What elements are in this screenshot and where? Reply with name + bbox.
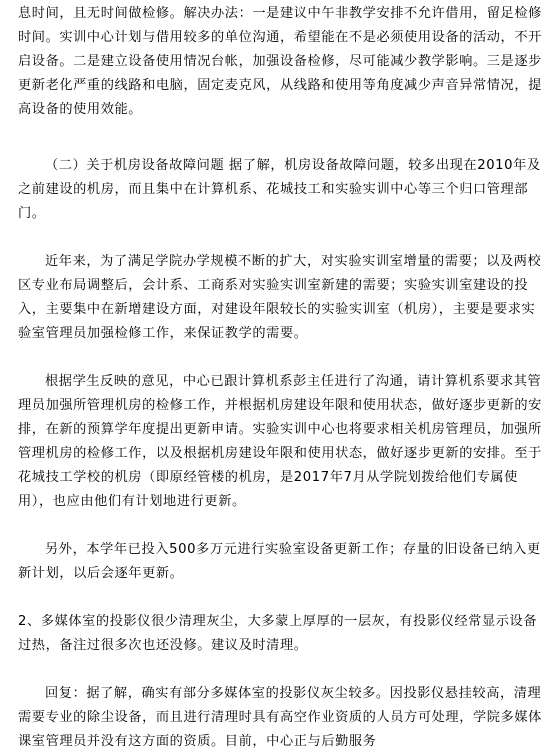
paragraph-1: 息时间，且无时间做检修。解决办法：一是建议中午非教学安排不允许借用，留足检修时间。实训中心计划与借用较多的单位沟通，希望能在不是必须使用设备的活动，不开启设备。二是建立设备使用情况台帐，加强设备检修，尽可能减少教学影响。三是逐步更新老化严重的线路和电脑，固定麦克风，从线路和使用等角度减少声音异常情况，提高设备的使用效能。 [18, 6, 542, 117]
paragraph-6: 2、多媒体室的投影仪很少清理灰尘，大多蒙上厚厚的一层灰，有投影仪经常显示设备过热，备注过很多次也还没修。建议及时清理。 [18, 614, 538, 653]
paragraph-4: 根据学生反映的意见，中心已跟计算机系彭主任进行了沟通，请计算机系要求其管理员加强所管理机房的检修工作，并根据机房建设年限和使用状态，做好逐步更新的安排，在新的预算学年度提出更新申请。实验实训中心也将要求相关机房管理员，加强所管理机房的检修工作，以及根据机房建设年限和使用状态，做好逐步更新的安排。至于花城技工学校的机房（即原经管楼的机房，是2017年7月从学院划拨给他们专属使用），也应由他们有计划地进行更新。 [18, 374, 542, 509]
paragraph-5: 另外，本学年已投入500多万元进行实验室设备更新工作；存量的旧设备已纳入更新计划，以后会逐年更新。 [18, 542, 541, 581]
paragraph-2: （二）关于机房设备故障问题 据了解，机房设备故障问题，较多出现在2010年及之前建设的机房，而且集中在计算机系、花城技工和实验实训中心等三个归口管理部门。 [18, 158, 541, 221]
paragraph-7: 回复：据了解，确实有部分多媒体室的投影仪灰尘较多。因投影仪悬挂较高，清理需要专业的除尘设备，而且进行清理时具有高空作业资质的人员方可处理，学院多媒体课室管理员并没有这方面的资质。目前，中心正与后勤服务 [18, 686, 542, 749]
paragraph-3: 近年来，为了满足学院办学规模不断的扩大，对实验实训室增量的需要；以及两校区专业布局调整后，会计系、工商系对实验实训室新建的需要；实验实训室建设的投入，主要集中在新增建设方面，对建设年限较长的实验实训室（机房），主要是要求实验室管理员加强检修工作，来保证教学的需要。 [18, 254, 542, 341]
